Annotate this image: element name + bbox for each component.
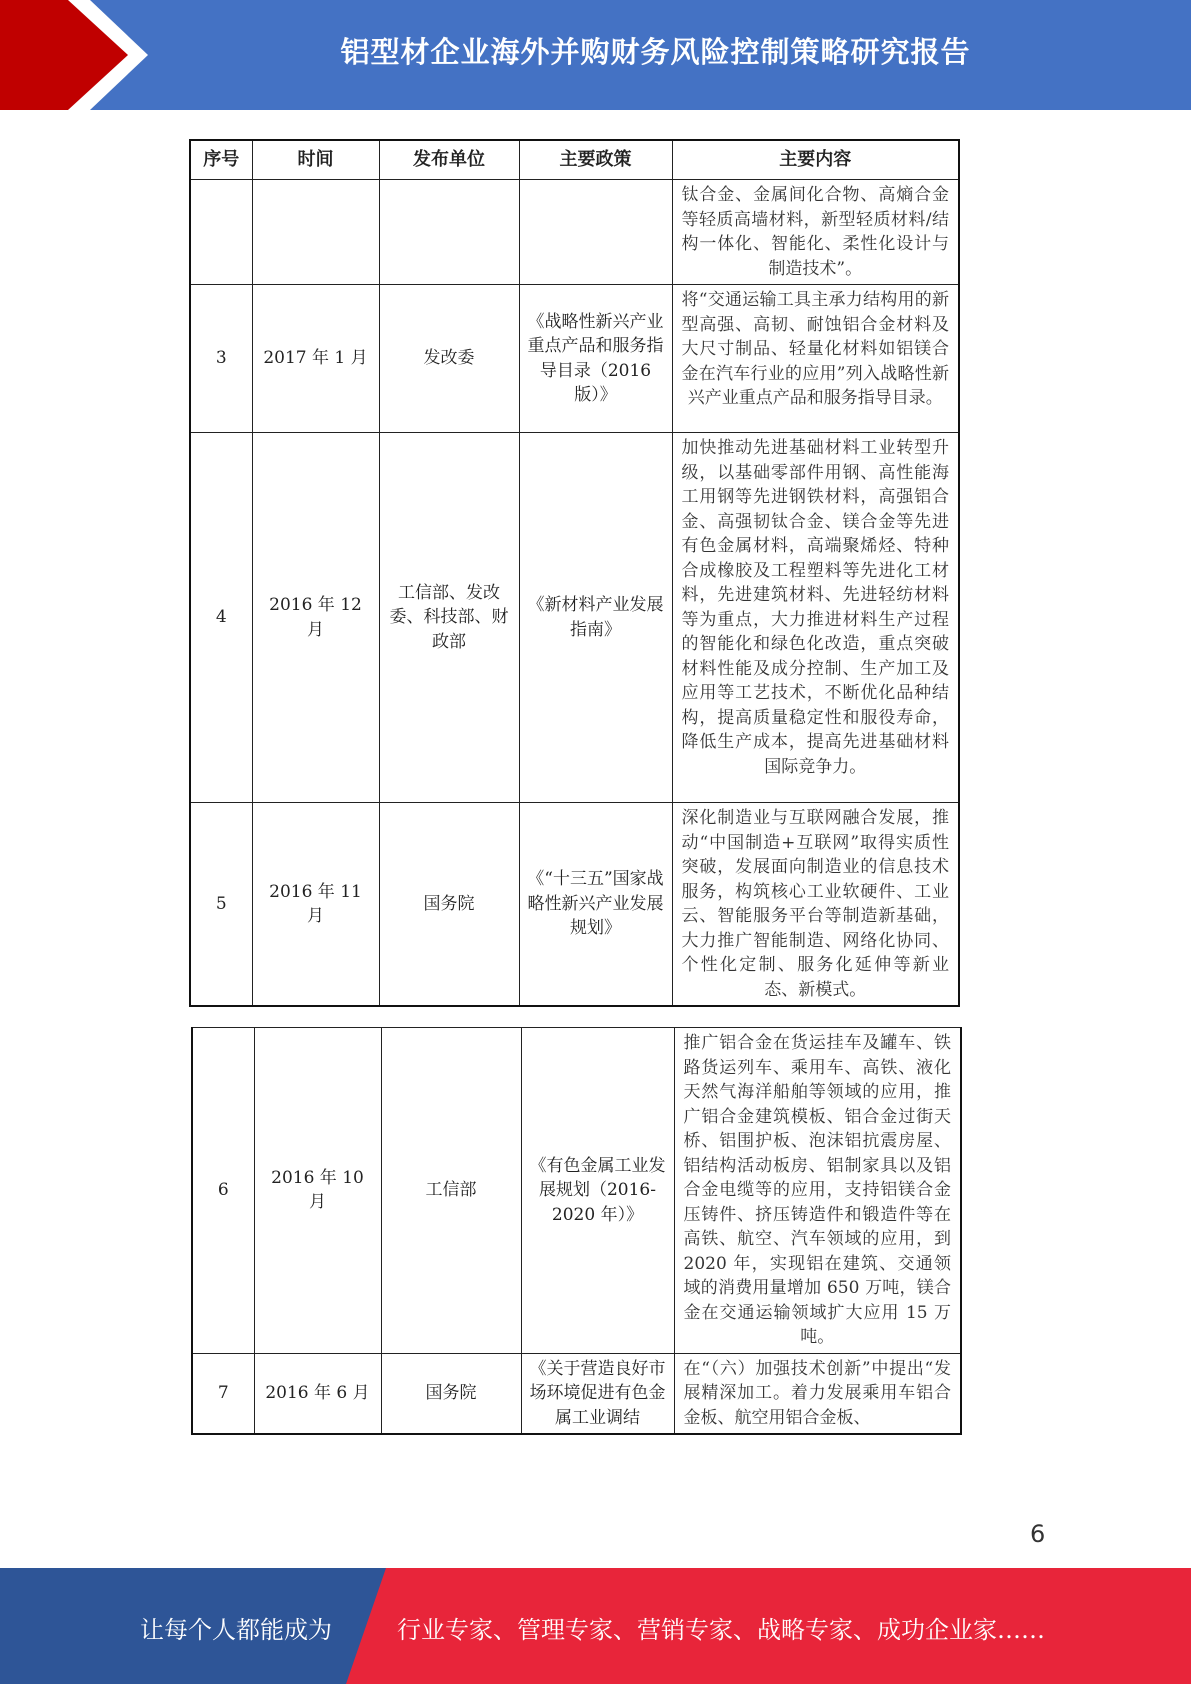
table-row <box>192 1028 961 1354</box>
cell-policy: 《“十三五”国家战略性新兴产业发展规划》 <box>519 803 672 1007</box>
footer-slogan-left: 让每个人都能成为 <box>140 1616 332 1644</box>
cell-issuer: 工信部、发改委、科技部、财政部 <box>379 433 519 803</box>
cell-issuer <box>379 180 519 285</box>
cell-no: 7 <box>192 1353 254 1434</box>
cell-date: 2017 年 1 月 <box>252 285 379 433</box>
cell-issuer: 发改委 <box>379 285 519 433</box>
table-row <box>190 433 959 803</box>
table-row <box>190 180 959 285</box>
cell-policy: 《关于营造良好市场环境促进有色金属工业调结 <box>521 1353 674 1434</box>
footer-slogan-right: 行业专家、管理专家、营销专家、战略专家、成功企业家…… <box>397 1616 1045 1644</box>
column-header-policy: 主要政策 <box>519 140 672 180</box>
cell-date: 2016 年 11 月 <box>252 803 379 1007</box>
cell-policy <box>519 180 672 285</box>
cell-content: 推广铝合金在货运挂车及罐车、铁路货运列车、乘用车、高铁、液化天然气海洋船舶等领域的应用，推广铝合金建筑模板、铝合金过街天桥、铝围护板、泡沫铝抗震房屋、铝结构活动板房、铝制家具以及铝合金电缆等的应用，支持铝镁合金压铸件、挤压铸造件和锻造件等在高铁、航空、汽车领域的应用，到 2020 年，实现铝在建筑、交通领域的消费用量增加 650 万吨，镁合金在交通运输领域扩大应用 15 万吨。 <box>674 1028 961 1354</box>
cell-no: 6 <box>192 1028 254 1354</box>
cell-content: 加快推动先进基础材料工业转型升级，以基础零部件用钢、高性能海工用钢等先进钢铁材料，高强铝合金、高强韧钛合金、镁合金等先进有色金属材料，高端聚烯烃、特种合成橡胶及工程塑料等先进化工材料，先进建筑材料、先进轻纺材料等为重点，大力推进材料生产过程的智能化和绿色化改造，重点突破材料性能及成分控制、生产加工及应用等工艺技术，不断优化品种结构，提高质量稳定性和服役寿命，降低生产成本，提高先进基础材料国际竞争力。 <box>672 433 959 803</box>
cell-policy: 《有色金属工业发展规划（2016-2020 年）》 <box>521 1028 674 1354</box>
cell-date <box>252 180 379 285</box>
cell-date: 2016 年 10 月 <box>254 1028 381 1354</box>
cell-policy: 《战略性新兴产业重点产品和服务指导目录（2016 版）》 <box>519 285 672 433</box>
table-row <box>190 803 959 1007</box>
cell-content: 钛合金、金属间化合物、高熵合金等轻质高墙材料，新型轻质材料/结构一体化、智能化、柔性化设计与制造技术”。 <box>672 180 959 285</box>
cell-date: 2016 年 6 月 <box>254 1353 381 1434</box>
table-row <box>190 285 959 433</box>
cell-content: 将“交通运输工具主承力结构用的新型高强、高韧、耐蚀铝合金材料及大尺寸制品、轻量化材料如铝镁合金在汽车行业的应用”列入战略性新兴产业重点产品和服务指导目录。 <box>672 285 959 433</box>
document-title: 铝型材企业海外并购财务风险控制策略研究报告 <box>340 34 971 69</box>
policy-table-part-1 <box>189 139 960 1007</box>
column-header-no: 序号 <box>190 140 252 180</box>
table-row <box>192 1353 961 1434</box>
page-number: 6 <box>1030 1520 1046 1548</box>
table-header-row <box>190 140 959 180</box>
column-header-issuer: 发布单位 <box>379 140 519 180</box>
cell-issuer: 国务院 <box>379 803 519 1007</box>
cell-no: 5 <box>190 803 252 1007</box>
cell-no <box>190 180 252 285</box>
column-header-date: 时间 <box>252 140 379 180</box>
cell-content: 在“（六）加强技术创新”中提出“发展精深加工。着力发展乘用车铝合金板、航空用铝合金板、 <box>674 1353 961 1434</box>
policy-table-part-2 <box>191 1027 962 1435</box>
cell-issuer: 国务院 <box>381 1353 521 1434</box>
cell-no: 4 <box>190 433 252 803</box>
cell-content: 深化制造业与互联网融合发展，推动“中国制造+互联网”取得实质性突破，发展面向制造业的信息技术服务，构筑核心工业软硬件、工业云、智能服务平台等制造新基础，大力推广智能制造、网络化协同、个性化定制、服务化延伸等新业态、新模式。 <box>672 803 959 1007</box>
cell-date: 2016 年 12 月 <box>252 433 379 803</box>
column-header-content: 主要内容 <box>672 140 959 180</box>
header-arrow-decoration <box>0 0 160 110</box>
cell-issuer: 工信部 <box>381 1028 521 1354</box>
cell-policy: 《新材料产业发展指南》 <box>519 433 672 803</box>
cell-no: 3 <box>190 285 252 433</box>
